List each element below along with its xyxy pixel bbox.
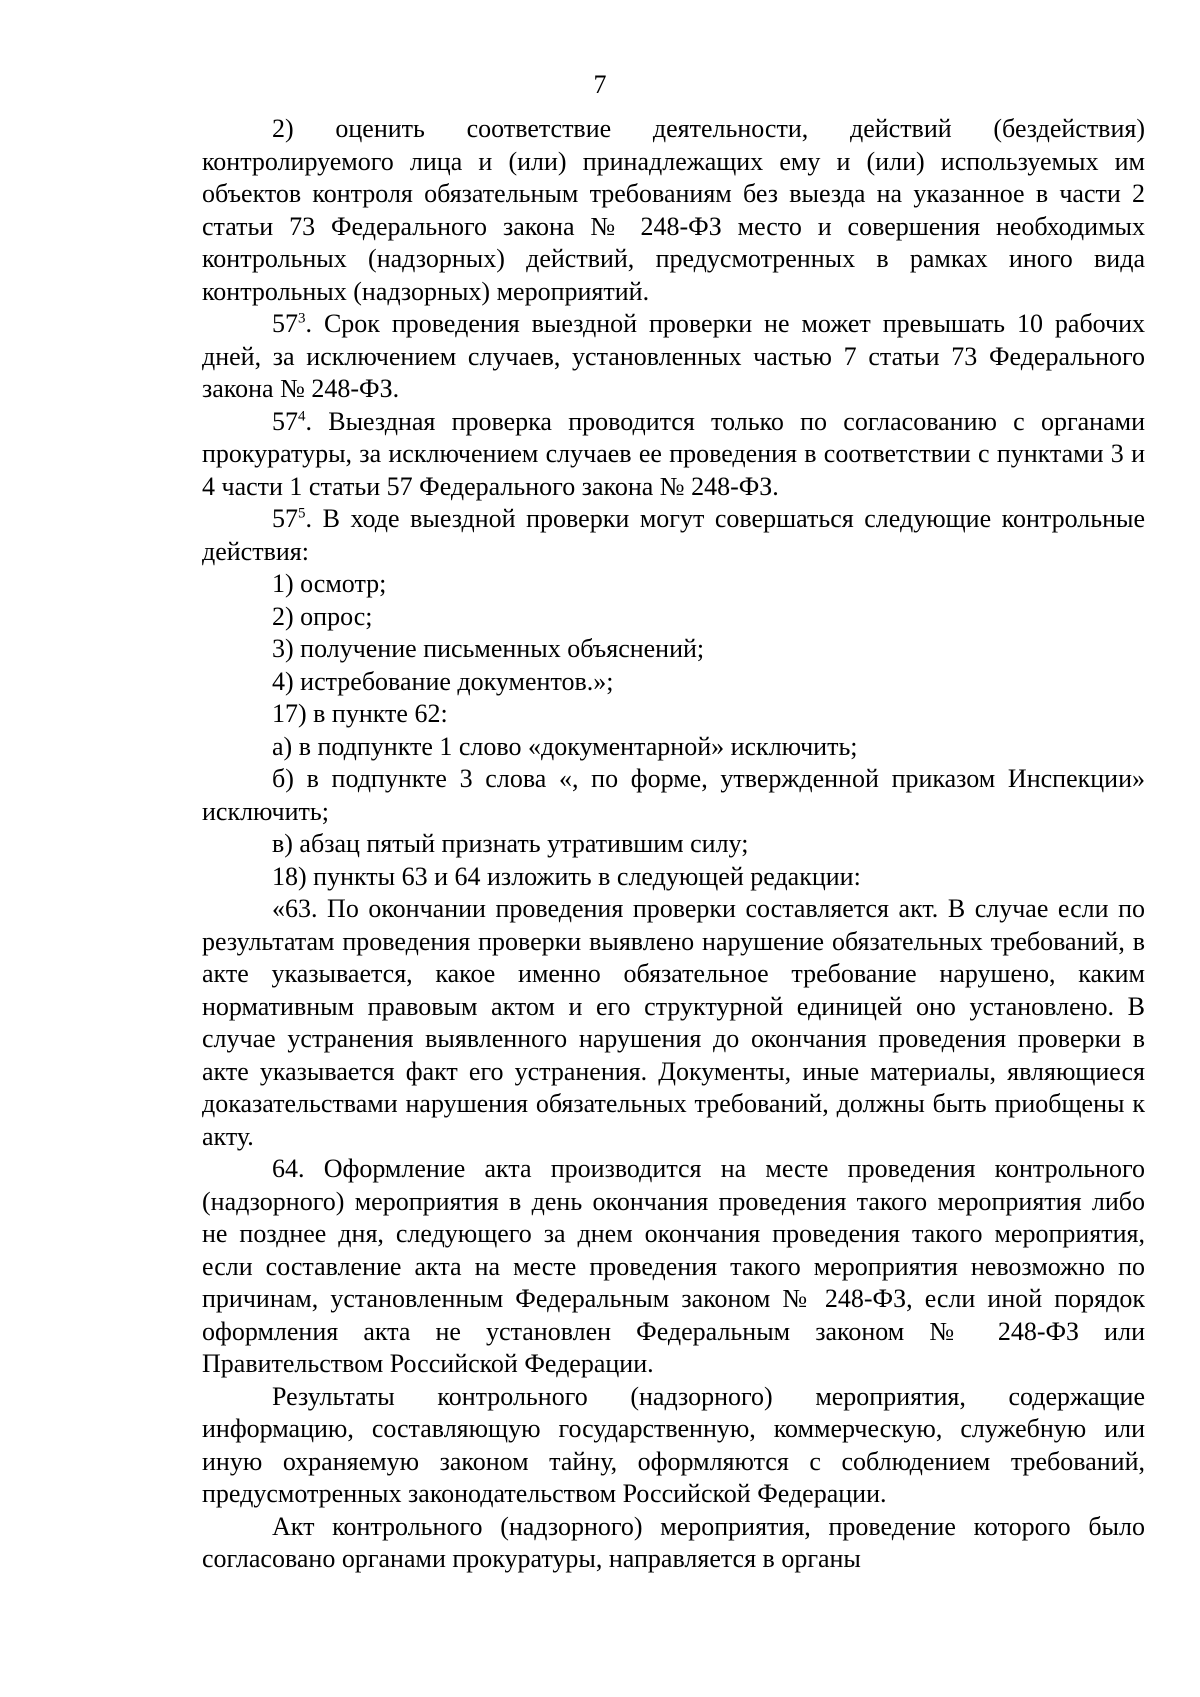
clause-text: . В ходе выездной проверки могут совершаться следующие контрольные действия: <box>202 504 1145 566</box>
page-number: 7 <box>593 70 607 99</box>
paragraph-63: «63. По окончании проведения проверки составляется акт. В случае если по результатам проведения проверки выявлено нарушение обязательных требований, в акте указывается, какое именно обязательное требование нарушено, каким нормативным правовым актом и его структурной единицей оно установлено. В случае устранения выявленного нарушения до окончания проведения проверки в акте указывается факт его устранения. Документы, иные материалы, являющиеся доказательствами нарушения обязательных требований, должны быть приобщены к акту. <box>202 894 1145 1151</box>
paragraph-57-4 <box>202 406 1145 504</box>
clause-text: . Выездная проверка проводится только по согласованию с органами прокуратуры, за исключением случаев ее проведения в соответствии с пунктами 3 и 4 части 1 статьи 57 Федерального закона № 248-ФЗ. <box>202 406 1145 501</box>
list-item-survey: 2) опрос; <box>272 601 373 631</box>
clause-number: 57 <box>272 406 298 436</box>
paragraph-item-18: 18) пункты 63 и 64 изложить в следующей редакции: <box>272 861 861 891</box>
list-item-document-request: 4) истребование документов.»; <box>272 666 614 696</box>
clause-number: 57 <box>272 504 298 533</box>
clause-text: . Срок проведения выездной проверки не может превышать 10 рабочих дней, за исключением случаев, установленных частью 7 статьи 73 Федерального закона № 248-ФЗ. <box>202 309 1145 403</box>
paragraph-item-17: 17) в пункте 62: <box>272 699 448 728</box>
clause-number: 57 <box>272 309 298 338</box>
paragraph-subitem-b: б) в подпункте 3 слова «, по форме, утвержденной приказом Инспекции» исключить; <box>202 764 1145 826</box>
list-item-inspection: 1) осмотр; <box>272 569 387 598</box>
paragraph-act-prosecutor: Акт контрольного (надзорного) мероприятия, проведение которого было согласовано органами прокуратуры, направляется в органы <box>202 1511 1145 1573</box>
clause-superscript: 3 <box>298 310 306 327</box>
clause-superscript: 5 <box>298 505 306 522</box>
paragraph-57-5 <box>202 503 1145 568</box>
paragraph-subitem-a: а) в подпункте 1 слово «документарной» исключить; <box>272 731 858 761</box>
paragraph-64: 64. Оформление акта производится на месте проведения контрольного (надзорного) мероприятия в день окончания проведения такого мероприятия либо не позднее дня, следующего за днем окончания проведения такого мероприятия, если составление акта на месте проведения такого мероприятия невозможно по причинам, установленным Федеральным законом № 248-ФЗ, если иной порядок оформления акта не установлен Федеральным законом № 248-ФЗ или Правительством Российской Федерации. <box>202 1154 1145 1378</box>
paragraph-assess-compliance: 2) оценить соответствие деятельности, действий (бездействия) контролируемого лица и (или) принадлежащих ему и (или) используемых им объектов контроля обязательным требованиям без выезда на указанное в части 2 статьи 73 Федерального закона № 248-ФЗ место и совершения необходимых контрольных (надзорных) действий, предусмотренных в рамках иного вида контрольных (надзорных) мероприятий. <box>202 114 1145 306</box>
document-body <box>202 113 1145 1576</box>
paragraph-confidential-results: Результаты контрольного (надзорного) мероприятия, содержащие информацию, составляющую государственную, коммерческую, служебную или иную охраняемую законом тайну, оформляются с соблюдением требований, предусмотренных законодательством Российской Федерации. <box>202 1381 1145 1508</box>
paragraph-subitem-v: в) абзац пятый признать утратившим силу; <box>272 829 749 858</box>
paragraph-57-3 <box>202 308 1145 406</box>
clause-superscript: 4 <box>298 407 306 424</box>
list-item-written-explanations: 3) получение письменных объяснений; <box>272 634 705 663</box>
